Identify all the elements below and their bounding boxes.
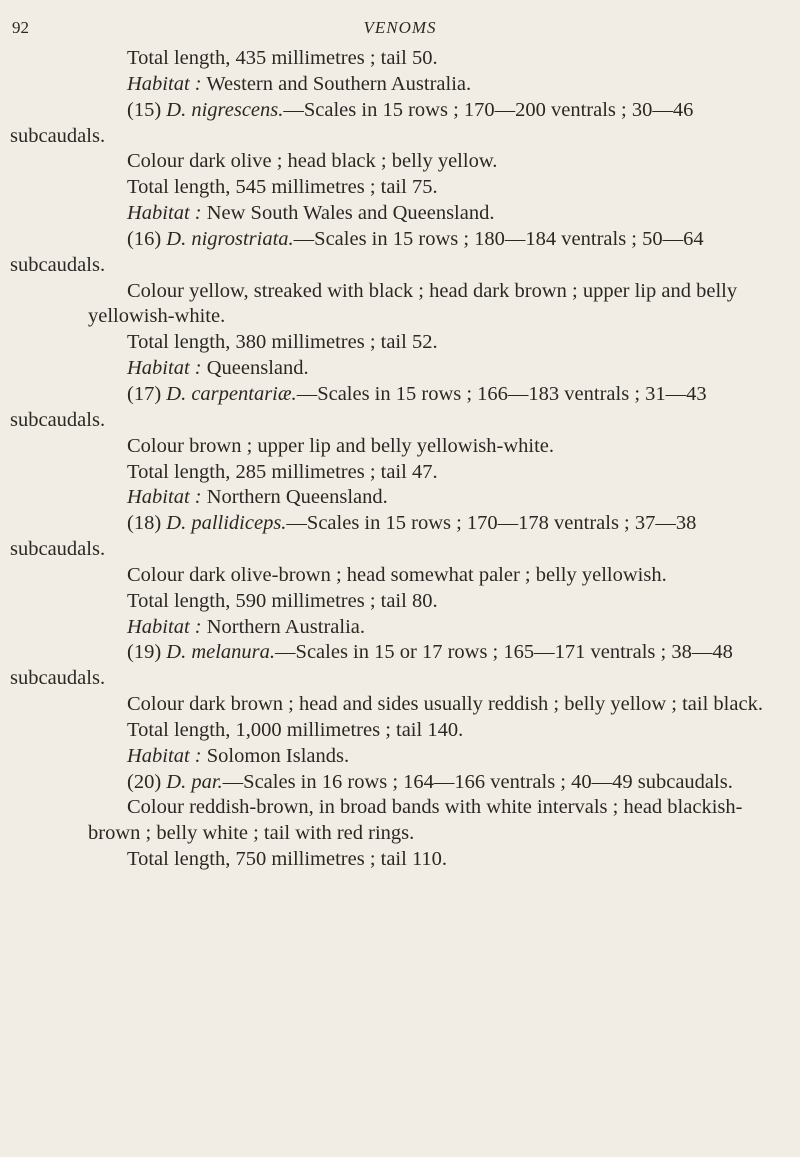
paragraph: [88, 718, 788, 744]
paragraph: [88, 175, 788, 201]
paragraph-text: Total length, 435 millimetres ; tail 50.: [127, 47, 438, 69]
species-number: (20): [127, 770, 167, 793]
species-name: D. nigrostriata.: [166, 227, 294, 250]
paragraph-text: —Scales in 15 or 17 rows ; 165—171 ventrals ; 38—48 subcaudals.: [10, 641, 733, 690]
species-name: D. carpentariæ.: [166, 382, 297, 405]
species-number: (18): [127, 512, 167, 535]
habitat-paragraph: [88, 201, 788, 227]
species-name: D. par.: [166, 770, 223, 793]
paragraph-text: Colour reddish-brown, in broad bands with white intervals ; head blackish-brown ; belly white ; tail with red rings.: [88, 796, 743, 845]
paragraph: [88, 589, 788, 615]
paragraph: [88, 460, 788, 486]
paragraph-text: Colour brown ; upper lip and belly yellowish-white.: [127, 434, 555, 457]
species-entry-17: [10, 382, 788, 434]
habitat-label: Habitat :: [127, 202, 202, 225]
paragraph-text: Colour dark brown ; head and sides usually reddish ; belly yellow ; tail black.: [127, 693, 763, 716]
species-name: D. melanura.: [166, 641, 276, 664]
species-name: D. pallidiceps.: [166, 512, 287, 535]
paragraph: [88, 434, 788, 460]
paragraph-text: Total length, 545 millimetres ; tail 75.: [127, 176, 438, 199]
habitat-label: Habitat :: [127, 744, 202, 767]
species-number: (19): [127, 641, 167, 664]
paragraph: [88, 330, 788, 356]
paragraph-text: —Scales in 15 rows ; 180—184 ventrals ; 50—64 subcaudals.: [10, 227, 704, 276]
paragraph-text: —Scales in 16 rows ; 164—166 ventrals ; 40—49 subcaudals.: [222, 770, 733, 793]
species-entry-19: [10, 640, 788, 692]
paragraph: [88, 149, 788, 175]
running-head: [0, 18, 800, 44]
paragraph-text: —Scales in 15 rows ; 170—178 ventrals ; 37—38 subcaudals.: [10, 512, 697, 561]
paragraph-text: Total length, 590 millimetres ; tail 80.: [127, 589, 438, 612]
paragraph-text: Colour dark olive-brown ; head somewhat paler ; belly yellowish.: [127, 563, 667, 586]
paragraph-text: —Scales in 15 rows ; 170—200 ventrals ; 30—46 subcaudals.: [10, 98, 694, 147]
paragraph-text: Solomon Islands.: [201, 744, 350, 767]
habitat-paragraph: [88, 356, 788, 382]
species-number: (17): [127, 382, 167, 405]
habitat-paragraph: [88, 615, 788, 641]
paragraph-text: Colour yellow, streaked with black ; head dark brown ; upper lip and belly yellowish-white.: [88, 279, 738, 328]
species-entry-16: [10, 227, 788, 279]
paragraph-text: Northern Australia.: [201, 615, 365, 638]
species-number: (16): [127, 227, 167, 250]
paragraph: [88, 795, 788, 847]
habitat-label: Habitat :: [127, 615, 202, 638]
habitat-paragraph: [88, 744, 788, 770]
paragraph: [88, 692, 788, 718]
habitat-paragraph: [88, 72, 788, 98]
species-entry-20: [10, 770, 788, 796]
species-number: (15): [127, 98, 167, 121]
species-entry-15: [10, 98, 788, 150]
paragraph-text: Total length, 750 millimetres ; tail 110.: [127, 848, 448, 871]
paragraph: [88, 563, 788, 589]
running-title: VENOMS: [363, 18, 437, 37]
habitat-label: Habitat :: [127, 357, 202, 380]
habitat-label: Habitat :: [127, 486, 202, 509]
paragraph-text: New South Wales and Queensland.: [201, 202, 495, 225]
paragraph-text: Total length, 380 millimetres ; tail 52.: [127, 331, 438, 354]
species-name: D. nigrescens.: [166, 98, 284, 121]
paragraph-text: Queensland.: [201, 357, 309, 380]
paragraph: [88, 279, 788, 331]
paragraph-text: Northern Queensland.: [201, 486, 388, 509]
paragraph-text: Total length, 285 millimetres ; tail 47.: [127, 460, 438, 483]
paragraph-text: Colour dark olive ; head black ; belly yellow.: [127, 150, 498, 173]
species-entry-18: [10, 511, 788, 563]
paragraph: [88, 847, 788, 873]
habitat-paragraph: [88, 485, 788, 511]
habitat-label: Habitat :: [127, 72, 202, 95]
paragraph-text: —Scales in 15 rows ; 166—183 ventrals ; 31—43 subcaudals.: [10, 382, 707, 431]
page-number: 92: [12, 18, 29, 37]
paragraph: [88, 46, 788, 72]
paragraph-text: Total length, 1,000 millimetres ; tail 140.: [127, 718, 464, 741]
body-text: [10, 46, 788, 873]
paragraph-text: Western and Southern Australia.: [201, 72, 472, 95]
